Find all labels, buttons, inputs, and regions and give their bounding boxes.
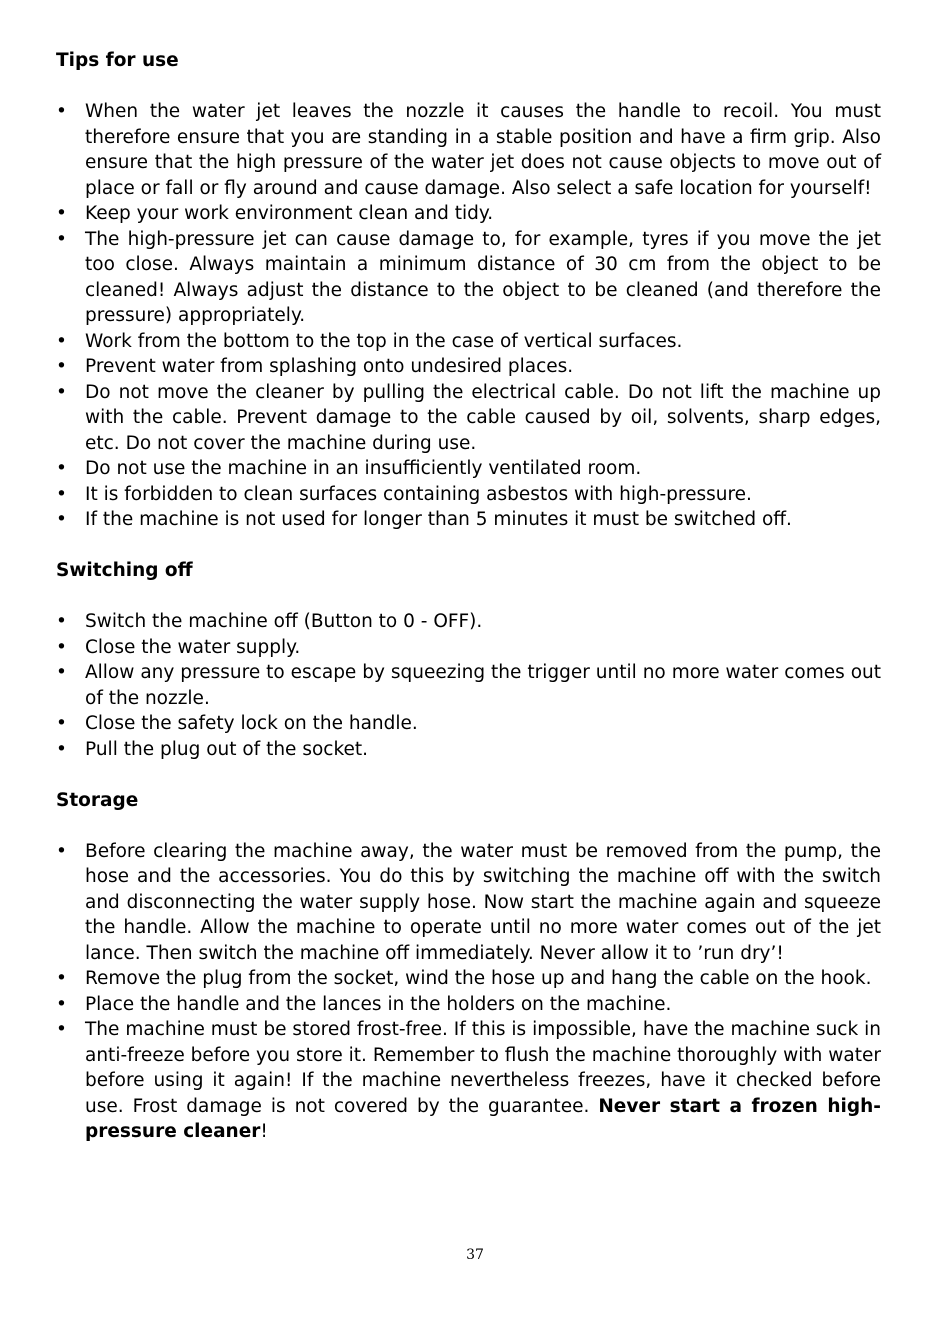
bullet-icon: • [56, 458, 67, 479]
list-item [56, 380, 881, 457]
list-item-text: Close the water supply. [85, 636, 301, 658]
bullet-icon: • [56, 636, 67, 658]
page-number: 37 [466, 1247, 484, 1263]
section-heading-switching-off: Switching off [56, 560, 193, 581]
list-item [56, 966, 881, 992]
bullet-icon: • [56, 968, 67, 989]
list-item [56, 456, 881, 482]
list-item [56, 482, 881, 508]
bullet-icon: • [56, 228, 67, 250]
list-item [56, 609, 881, 635]
bullet-icon: • [56, 330, 67, 352]
list-item-text: Pull the plug out of the socket. [85, 738, 369, 760]
bullet-icon: • [56, 713, 67, 734]
document-page [56, 48, 881, 1170]
list-item-text: Keep your work environment clean and tidy. [85, 203, 494, 224]
list-item-text: Do not move the cleaner by pulling the electrical cable. Do not lift the machine up with the cable. Prevent damage to the cable caused by oil, solvents, sharp edges, etc. Do not cover the machine during use. [85, 381, 881, 454]
list-item-text: Before clearing the machine away, the water must be removed from the pump, the hose and the accessories. You do this by switching the machine off with the switch and disconnecting the water supply hose. Now start the machine again and squeeze the handle. Allow the machine to operate until no more water comes out of the jet lance. Then switch the machine off immediately. Never allow it to ’run dry’! [85, 840, 881, 964]
list-item [56, 839, 881, 967]
list-item-text: Do not use the machine in an insufficiently ventilated room. [85, 458, 642, 479]
warning-end: ! [260, 1121, 268, 1142]
list-item [56, 354, 881, 380]
list-item [56, 201, 881, 227]
list-item-text: The machine must be stored frost-free. If this is impossible, have the machine suck in anti-freeze before you store it. Remember to flush the machine thoroughly with water before using it again! If the machine nevertheless freezes, have it checked before use. Frost damage is not covered by the guarantee. [85, 1019, 881, 1117]
storage-list [56, 839, 881, 1145]
list-item-text: Close the safety lock on the handle. [85, 713, 418, 734]
list-item [56, 737, 881, 763]
list-item-text: If the machine is not used for longer than 5 minutes it must be switched off. [85, 509, 792, 530]
list-item [56, 711, 881, 737]
list-item [56, 99, 881, 201]
bullet-icon: • [56, 993, 67, 1015]
list-item-text: Allow any pressure to escape by squeezing the trigger until no more water comes out of the nozzle. [85, 662, 881, 709]
list-item-text: Switch the machine off (Button to 0 - OFF). [85, 611, 483, 632]
bullet-icon: • [56, 840, 67, 862]
bullet-icon: • [56, 611, 67, 632]
bullet-icon: • [56, 101, 67, 122]
list-item [56, 227, 881, 329]
bullet-icon: • [56, 1019, 67, 1040]
bullet-icon: • [56, 203, 67, 224]
bullet-icon: • [56, 381, 67, 403]
list-item-text: It is forbidden to clean surfaces containing asbestos with high-pressure. [85, 483, 752, 505]
warning-text: Never start a frozen high-pressure cleaner [85, 1095, 881, 1142]
list-item-text: Work from the bottom to the top in the case of vertical surfaces. [85, 330, 683, 352]
list-item-text: When the water jet leaves the nozzle it causes the handle to recoil. You must therefore ensure that you are standing in a stable position and have a firm grip. Also ensure that the high pressure of the water jet does not cause objects to move out of place or fall or fly around and cause damage. Also select a safe location for yourself! [85, 101, 881, 199]
tips-for-use-list [56, 99, 881, 533]
bullet-icon: • [56, 483, 67, 505]
bullet-icon: • [56, 738, 67, 760]
list-item-text: Remove the plug from the socket, wind the hose up and hang the cable on the hook. [85, 968, 872, 989]
list-item [56, 992, 881, 1018]
bullet-icon: • [56, 509, 67, 530]
list-item [56, 1017, 881, 1145]
list-item [56, 660, 881, 711]
list-item-text: Prevent water from splashing onto undesired places. [85, 356, 574, 377]
list-item-text: Place the handle and the lances in the holders on the machine. [85, 993, 672, 1015]
list-item-text: The high-pressure jet can cause damage to, for example, tyres if you move the jet too close. Always maintain a minimum distance of 30 cm from the object to be cleaned! Always adjust the distance to the object to be cleaned (and therefore the pressure) appropriately. [85, 228, 881, 326]
switching-off-list [56, 609, 881, 762]
list-item [56, 329, 881, 355]
list-item [56, 635, 881, 661]
list-item [56, 507, 881, 533]
section-heading-storage: Storage [56, 789, 139, 811]
bullet-icon: • [56, 662, 67, 683]
section-heading-tips-for-use: Tips for use [56, 50, 179, 71]
bullet-icon: • [56, 356, 67, 377]
